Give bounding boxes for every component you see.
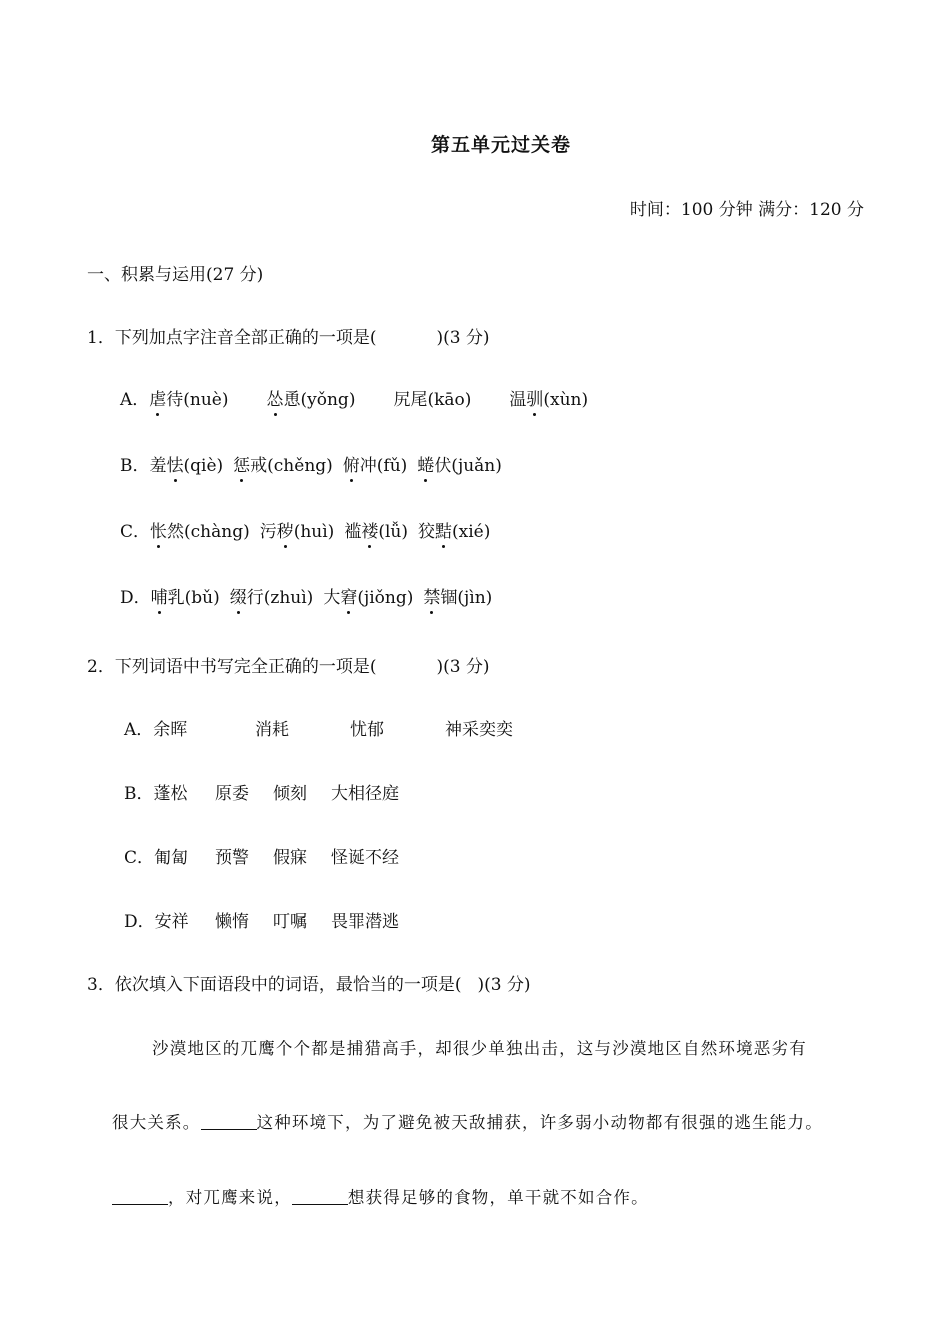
question-1-option-d: D．哺乳(bǔ) 缀行(zhuì) 大窘(jiǒng) 禁锢(jìn) [120,588,493,608]
question-2-option-c: C．匍匐 预警 假寐 怪诞不经 [124,848,399,868]
fill-blank-3[interactable] [292,1188,348,1205]
question-1-option-c: C．怅然(chàng) 污秽(huì) 褴褛(lǚ) 狡黠(xié) [120,522,491,542]
fill-blank-1[interactable] [201,1113,257,1130]
question-3-stem: 3．依次填入下面语段中的词语，最恰当的一项是( )(3 分) [87,975,531,995]
question-2-option-a: A．余晖 消耗 忧郁 神采奕奕 [124,720,513,740]
section-heading: 一、积累与运用(27 分) [87,265,264,285]
question-1-option-b: B．羞怯(qiè) 惩戒(chěng) 俯冲(fǔ) 蜷伏(juǎn) [120,456,502,476]
question-1-stem: 1．下列加点字注音全部正确的一项是( )(3 分) [87,328,490,348]
question-1-option-a: A．虐待(nuè) 怂恿(yǒng) 尻尾(kāo) 温驯(xùn) [120,390,589,410]
fill-blank-2[interactable] [112,1188,168,1205]
question-2-option-d: D．安祥 懒惰 叮嘱 畏罪潜逃 [124,912,399,932]
question-3-passage-line-3: ，对兀鹰来说， 想获得足够的食物，单干就不如合作。 [112,1187,649,1209]
page-title: 第五单元过关卷 [430,134,571,156]
question-2-option-b: B．蓬松 原委 倾刻 大相径庭 [124,784,399,804]
question-3-passage-line-2: 很大关系。 这种环境下，为了避免被天敌捕获，许多弱小动物都有很强的逃生能力。 [112,1113,823,1132]
question-3-passage-line-1: 沙漠地区的兀鹰个个都是捕猎高手，却很少单独出击，这与沙漠地区自然环境恶劣有 [152,1039,807,1058]
question-2-stem: 2．下列词语中书写完全正确的一项是( )(3 分) [87,657,490,677]
exam-meta: 时间：100 分钟 满分：120 分 [629,200,864,220]
